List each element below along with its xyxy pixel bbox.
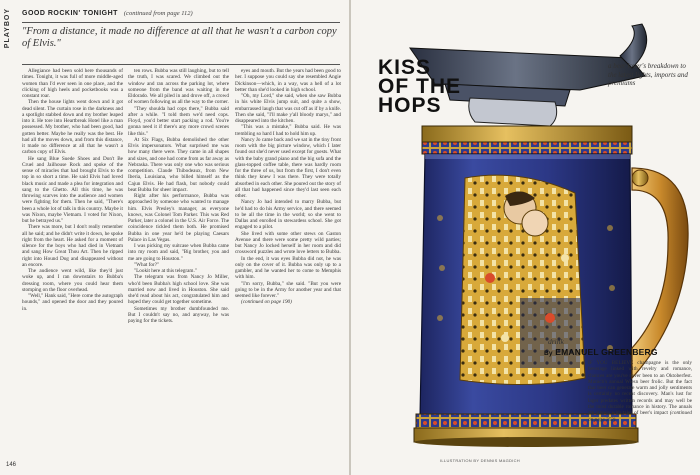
paragraph: "Lookit here at this telegram." (134, 268, 197, 274)
magazine-vertical-label: PLAYBOY (4, 8, 11, 49)
page-number: 146 (6, 462, 17, 468)
paragraph: "They shoulda had cops there," Bubba said after a while. "I told them we'd need cops. Floyd, you'd better start packing a rod. You're gonna need it if there's any more crowd scenes like this." (128, 105, 229, 137)
paragraph: At Six Flags, Bubba demolished the other Elvis impersonators. What surprised me was how many there were. They came in all shapes and sizes, and one had come from as far away as Nebraska. There was only one who was serious competition. Claude Thibodeaux, from New Iberia, Louisiana, who billed himself as the Cajun Elvis. He had flash, but nobody could beat Bubba for sheer impact. (128, 136, 229, 193)
paragraph: ten rows. Bubba was still laughing, but to tell the truth, I was scared. We climbed out the window and ran across the parking lot, where someone from the band was waiting in the Eldorado. We all piled in and drove off, a crowd of women following us all the way to the corner. (128, 68, 229, 106)
article-body (588, 360, 692, 470)
continued-from: (continued from page 112) (123, 10, 193, 17)
paragraph: Sometimes my brother dumbfounded me. But I couldn't say no, and anyway, he was paying for the tickets. (128, 305, 229, 324)
paragraph: "Well," Hank said, "Here come the autograph hounds," and opened the door and they poured in. (22, 293, 123, 312)
section-label: drink (548, 337, 564, 346)
paragraph: She lived with some other stews on Gaston Avenue and there were some pretty wild parties; but Nancy Jo locked herself in her room and did crossword puzzles and wrote love letters to Bubba. (235, 230, 341, 256)
title-line: KISS (378, 56, 432, 79)
paragraph: eyes and mouth. But the years had been good to her. I suppose you could say she resembled Angie Dickinson—which, in a way, was a hell of a lot better than she'd looked in high school. (235, 68, 341, 93)
illustration-credit: ILLUSTRATION BY DENNIS MAGDICH (440, 458, 520, 463)
article-subtitle: a beer lover's breakdown to the latest lights, imports and premiums (608, 62, 688, 87)
body-paragraph: IF YOU BELIEVE champagne is the only beverage linked with revelry and romance, chances are you've never been to an Oktoberfest. Munich's annual Wiesn beer frolic. But the fact that beer can generate warm and jolly sentiments is certainly no recent discovery. Man's lust for lager predates written records and may well be the most durable romance in history. (588, 360, 692, 411)
paragraph: Right after his performance, Bubba was approached by someone who wanted to manage him. Elvis Presley's manager, as everyone knows, was Colonel Tom Parker. This was Red Parker, later a colonel in the U.S. Air Force. The coincidence tickled them both. He promised Bubba in one year he'd be playing Caesars Palace in Las Vegas. (128, 193, 229, 243)
author-name: EMANUEL GREENBERG (555, 347, 658, 357)
paragraph: Allegiance had been sold here thousands of times. Tonight, it was full of more middle-aged women than I'd ever seen in one place, and the clicking of high heels and pocketbooks was a constant roar. (22, 68, 123, 99)
byline-prefix: By (544, 350, 553, 357)
title-line: HOPS (378, 94, 442, 117)
pull-quote: "From a distance, it made no difference at all that he wasn't a carbon copy of Elvis." (22, 26, 337, 49)
continued-note: (continued on page 190) (241, 299, 292, 306)
paragraph: He sang Blue Suede Shoes and Don't Be Cruel and Jailhouse Rock and spoke of the sense of miracles that had brought Elvis to the top in so short a time. He said Elvis had loved black music and made a plea for integration and sang to the Ghetto. All this time, he was throwing scarves into the audience and women were fighting for them. Then he said, "There's been a whole lot of talk in this country. Maybe it was Nixon, maybe Vietnam. I voted for Nixon, but he betrayed us." (22, 155, 123, 224)
paragraph: "Oh, my Lord," she said, when she saw Bubba in his white Elvis jump suit, and quite a show, embarrassed laugh that was cut off as if by a knife. Then she said, "I'll make y'all bloody marys," and disappeared into the kitchen. (235, 93, 341, 124)
rule-top (22, 22, 340, 23)
paragraph: Then the house lights went down and it got dead silent. The curtain rose in the darkness and a spotlight stabbed down and my brother leaped into it. He tore into Heartbreak Hotel like a man possessed. My brother, who had been good, had gotten better. Maybe he really was the best. He had all the moves down, and from this distance, it made no difference at all that he wasn't a carbon copy of Elvis. (22, 99, 123, 156)
paragraph: In the end, it was eyes Bubba did not, he was only on the cover of it. Bubba was only up to a gambler, and he wanted her to come to Memphis with him. (235, 255, 341, 281)
paragraph: I was picking my suitcase when Bubba came into my room and said, "Big brother, you and me are going to Houston." (128, 243, 229, 262)
article-column-2 (128, 68, 229, 466)
article-title (378, 58, 461, 115)
paragraph: Nancy Jo came back and we sat in the tiny front room with the big picture window, which I later found out she'd never used except for guests. What with the baby grand piano and the big sofa and the glass-topped coffee table, there was hardly room for the three of us, but from the first, I don't even think they knew I was there. They were totally absorbed in each other. She poured out the story of all that had happened since they'd last seen each other. (235, 136, 341, 199)
byline (544, 347, 658, 357)
title-line: OF THE (378, 75, 461, 98)
article-column-1 (22, 68, 123, 466)
article-column-3 (235, 68, 341, 466)
running-head-title: GOOD ROCKIN' TONIGHT (22, 10, 118, 17)
paragraph: The telegram was from Nancy Jo Miller, who'd been Bubba's high school love. She was married now and lived in Houston. She said she'd read about his act, congratulated him and hoped they could get together sometime. (128, 274, 229, 306)
rule-bottom (22, 64, 340, 65)
continued-note: (continued on page 252) (588, 410, 692, 423)
paragraph: Nancy Jo had intended to marry Bubba, but he'd had to do his Army service, and there seemed to be all the time in the world; so she went to Dallas and enrolled in stewardess school. She got engaged to a pilot. (235, 199, 341, 231)
gutter (349, 0, 351, 475)
paragraph: "This was a mistake," Bubba said. He was trembling so hard I had to hold him up. (235, 124, 341, 137)
paragraph: "I'm sorry, Bubba," she said. "But you were going to be in the Army for another year and that seemed like forever." (235, 280, 341, 299)
body-paragraph: The annals are strewn with tales of beer's impact (588, 404, 692, 417)
paragraph: The audience went wild, like they'd just woke up, and I ran downstairs to Bubba's dressing room, where you could hear them stomping on the floor overhead. (22, 268, 123, 293)
running-head (22, 10, 193, 17)
paragraph: There was more, but I don't really remember all he said; and he didn't write it down, he spoke right from the heart. He asked for a moment of silence for the boys who had died in Vietnam and sang How Great Thou Art. Then he ripped right into Hound Dog and disappeared without an encore. (22, 224, 123, 268)
paragraph: "What for?" (134, 261, 160, 268)
